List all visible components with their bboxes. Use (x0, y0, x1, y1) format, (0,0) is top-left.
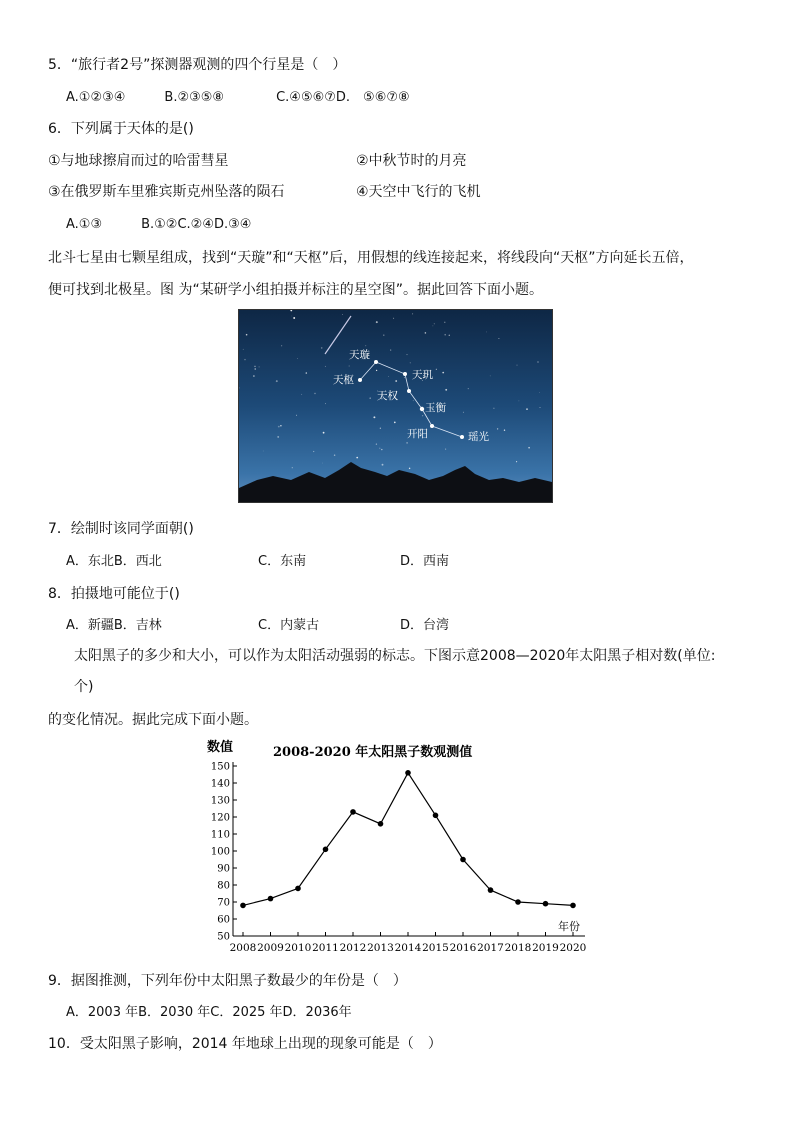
x-tick-label: 2010 (284, 942, 312, 954)
background-star (490, 376, 491, 377)
data-point (543, 901, 549, 907)
star-tianji (403, 372, 407, 376)
intro-sunspot-line-1: 太阳黑子的多少和大小，可以作为太阳活动强弱的标志。下图示意2008—2020年太阳黑子相对数(单位: (74, 648, 716, 664)
intro-stars-line-1: 北斗七星由七颗星组成，找到“天璇”和“天枢”后，用假想的线连接起来，将线段向“天枢”方向延长五倍， (48, 250, 694, 266)
background-star (313, 451, 314, 452)
q8-stem: 8．拍摄地可能位于() (48, 586, 180, 602)
x-tick-label: 2012 (339, 942, 367, 954)
background-star (539, 407, 540, 408)
background-star (425, 332, 427, 334)
sunspot-chart (200, 734, 600, 960)
background-star (314, 393, 315, 394)
background-star (342, 314, 343, 315)
x-tick-label: 2019 (532, 942, 559, 954)
data-point (268, 896, 274, 902)
y-tick-label: 130 (210, 795, 230, 807)
background-star (306, 372, 308, 374)
background-star (321, 347, 323, 349)
y-tick-label: 100 (210, 846, 230, 858)
background-star (486, 331, 487, 332)
q7-option-c: C．东南 (258, 554, 307, 569)
background-star (409, 468, 410, 469)
x-tick-label: 2011 (312, 942, 339, 954)
star-tianxuan (374, 360, 378, 364)
background-star (376, 370, 377, 371)
y-tick-label: 50 (217, 931, 230, 943)
background-star (526, 408, 528, 410)
x-tick-label: 2020 (559, 942, 587, 954)
data-point (515, 899, 521, 905)
data-point (240, 903, 246, 909)
x-tick-label: 2018 (504, 942, 532, 954)
background-star (379, 448, 380, 449)
background-star (537, 361, 538, 362)
data-point (295, 886, 301, 892)
intro-sunspot-line-2: 个) (74, 679, 94, 695)
background-star (498, 338, 499, 339)
background-star (406, 354, 407, 355)
star-map-photo (238, 309, 553, 503)
label-kaiyang: 开阳 (407, 428, 428, 440)
background-star (433, 326, 434, 327)
q6-item-1: ①与地球擦肩而过的哈雷彗星 (48, 153, 229, 169)
q8-option-d: D．台湾 (400, 618, 450, 633)
chart-xlabel: 年份 (558, 920, 580, 933)
background-star (380, 428, 381, 429)
background-star (293, 317, 295, 319)
background-star (277, 436, 279, 438)
background-star (445, 389, 447, 391)
background-star (376, 443, 377, 444)
data-point (350, 809, 356, 815)
star-tianquan (407, 389, 411, 393)
x-tick-label: 2008 (229, 942, 257, 954)
background-star (301, 394, 302, 395)
star-yuheng (420, 407, 424, 411)
background-star (413, 400, 414, 401)
background-star (383, 334, 384, 335)
background-star (281, 345, 282, 346)
q7-stem: 7．绘制时该同学面朝() (48, 521, 194, 537)
q6-stem: 6．下列属于天体的是() (48, 121, 194, 137)
q7-option-ab: A．东北B．西北 (66, 554, 162, 569)
intro-stars-line-2: 便可找到北极星。图 为“某研学小组拍摄并标注的星空图”。据此回答下面小题。 (48, 282, 543, 298)
background-star (497, 428, 498, 429)
label-tianquan: 天权 (377, 390, 398, 402)
q6-item-3: ③在俄罗斯车里雅宾斯克州坠落的陨石 (48, 184, 285, 200)
background-star (297, 358, 298, 359)
background-star (388, 376, 389, 377)
x-ticks (230, 932, 587, 954)
x-tick-label: 2016 (449, 942, 477, 954)
background-star (373, 416, 375, 418)
data-point (323, 847, 329, 853)
background-star (412, 313, 413, 314)
y-tick-label: 140 (210, 778, 230, 790)
background-star (322, 463, 323, 464)
background-star (516, 461, 517, 462)
sunspot-series (240, 770, 576, 908)
background-star (493, 408, 494, 409)
sunspot-chart-svg (200, 734, 600, 960)
y-tick-label: 150 (210, 761, 230, 773)
data-point (433, 813, 439, 819)
label-yaoguang: 瑶光 (468, 431, 489, 443)
data-point (570, 903, 576, 909)
q6-item-2: ②中秋节时的月亮 (356, 153, 467, 169)
background-star (434, 323, 435, 324)
background-star (276, 380, 278, 382)
q7-option-d: D．西南 (400, 554, 450, 569)
data-point (488, 887, 494, 893)
y-tick-label: 90 (217, 863, 230, 875)
background-star (394, 422, 396, 424)
background-star (253, 375, 255, 377)
background-star (278, 426, 280, 428)
y-tick-label: 110 (210, 829, 230, 841)
q6-options: A.①③ B.①②C.②④D.③④ (66, 217, 252, 232)
background-star (406, 442, 408, 444)
x-tick-label: 2009 (257, 942, 284, 954)
y-tick-label: 60 (217, 914, 230, 926)
background-star (323, 432, 325, 434)
label-tianshu: 天枢 (333, 374, 354, 386)
series-line (243, 773, 573, 906)
x-tick-label: 2013 (367, 942, 394, 954)
background-star (468, 388, 469, 389)
chart-axes (233, 762, 585, 936)
chart-title: 2008-2020 年太阳黑子数观测值 (273, 745, 473, 760)
data-point (460, 857, 466, 863)
background-star (292, 467, 293, 468)
background-star (404, 377, 405, 378)
background-star (517, 365, 518, 366)
background-star (255, 368, 256, 369)
background-star (422, 415, 423, 416)
y-tick-label: 80 (217, 880, 230, 892)
background-star (382, 464, 384, 466)
background-star (444, 334, 446, 336)
q10-stem: 10．受太阳黑子影响，2014 年地球上出现的现象可能是（ ） (48, 1036, 442, 1052)
background-star (463, 412, 464, 413)
star-tianshu (358, 378, 362, 382)
star-yaoguang (460, 435, 464, 439)
background-star (376, 321, 378, 323)
data-point (405, 770, 411, 776)
background-star (244, 359, 245, 360)
background-star (504, 430, 505, 431)
background-star (280, 425, 281, 426)
label-tianji: 天玑 (412, 369, 433, 381)
background-star (246, 334, 248, 336)
background-star (381, 449, 382, 450)
background-star (254, 366, 255, 367)
q9-stem: 9．据图推测，下列年份中太阳黑子数最少的年份是（ ） (48, 973, 407, 989)
background-star (334, 454, 335, 455)
intro-sunspot-line-3: 的变化情况。据此完成下面小题。 (48, 712, 258, 728)
q8-option-ab: A．新疆B．吉林 (66, 618, 162, 633)
background-star (528, 447, 530, 449)
background-star (444, 322, 445, 323)
chart-ylabel: 数值 (207, 740, 234, 755)
background-star (365, 345, 366, 346)
y-tick-label: 120 (210, 812, 230, 824)
background-star (449, 335, 450, 336)
background-star (243, 349, 244, 350)
q8-option-c: C．内蒙古 (258, 618, 320, 633)
x-tick-label: 2015 (422, 942, 449, 954)
background-star (291, 316, 292, 317)
background-star (263, 451, 264, 452)
background-star (539, 392, 540, 393)
q9-options: A．2003 年B．2030 年C．2025 年D．2036年 (66, 1005, 352, 1020)
q5-options: A.①②③④ B.②③⑤⑧ C.④⑤⑥⑦D. ⑤⑥⑦⑧ (66, 90, 410, 105)
data-point (378, 821, 384, 827)
x-tick-label: 2017 (477, 942, 504, 954)
label-tianxuan: 天璇 (349, 349, 370, 361)
background-star (369, 397, 371, 399)
q6-item-4: ④天空中飞行的飞机 (356, 184, 481, 200)
background-star (356, 457, 358, 459)
background-star (349, 366, 350, 367)
q5-stem: 5．“旅行者2号”探测器观测的四个行星是（ ） (48, 57, 347, 73)
y-tick-label: 70 (217, 897, 230, 909)
background-star (519, 401, 520, 402)
background-star (325, 403, 326, 404)
star-map-svg (239, 310, 552, 502)
background-star (259, 366, 260, 367)
background-star (325, 366, 326, 367)
label-yuheng: 玉衡 (425, 402, 446, 414)
star-kaiyang (430, 424, 434, 428)
background-star (393, 318, 394, 319)
background-star (296, 415, 297, 416)
background-star (445, 449, 446, 450)
background-star (410, 362, 411, 363)
background-star (436, 369, 437, 370)
background-star (390, 350, 391, 351)
background-star (395, 380, 397, 382)
background-star (442, 372, 444, 374)
x-tick-label: 2014 (394, 942, 422, 954)
